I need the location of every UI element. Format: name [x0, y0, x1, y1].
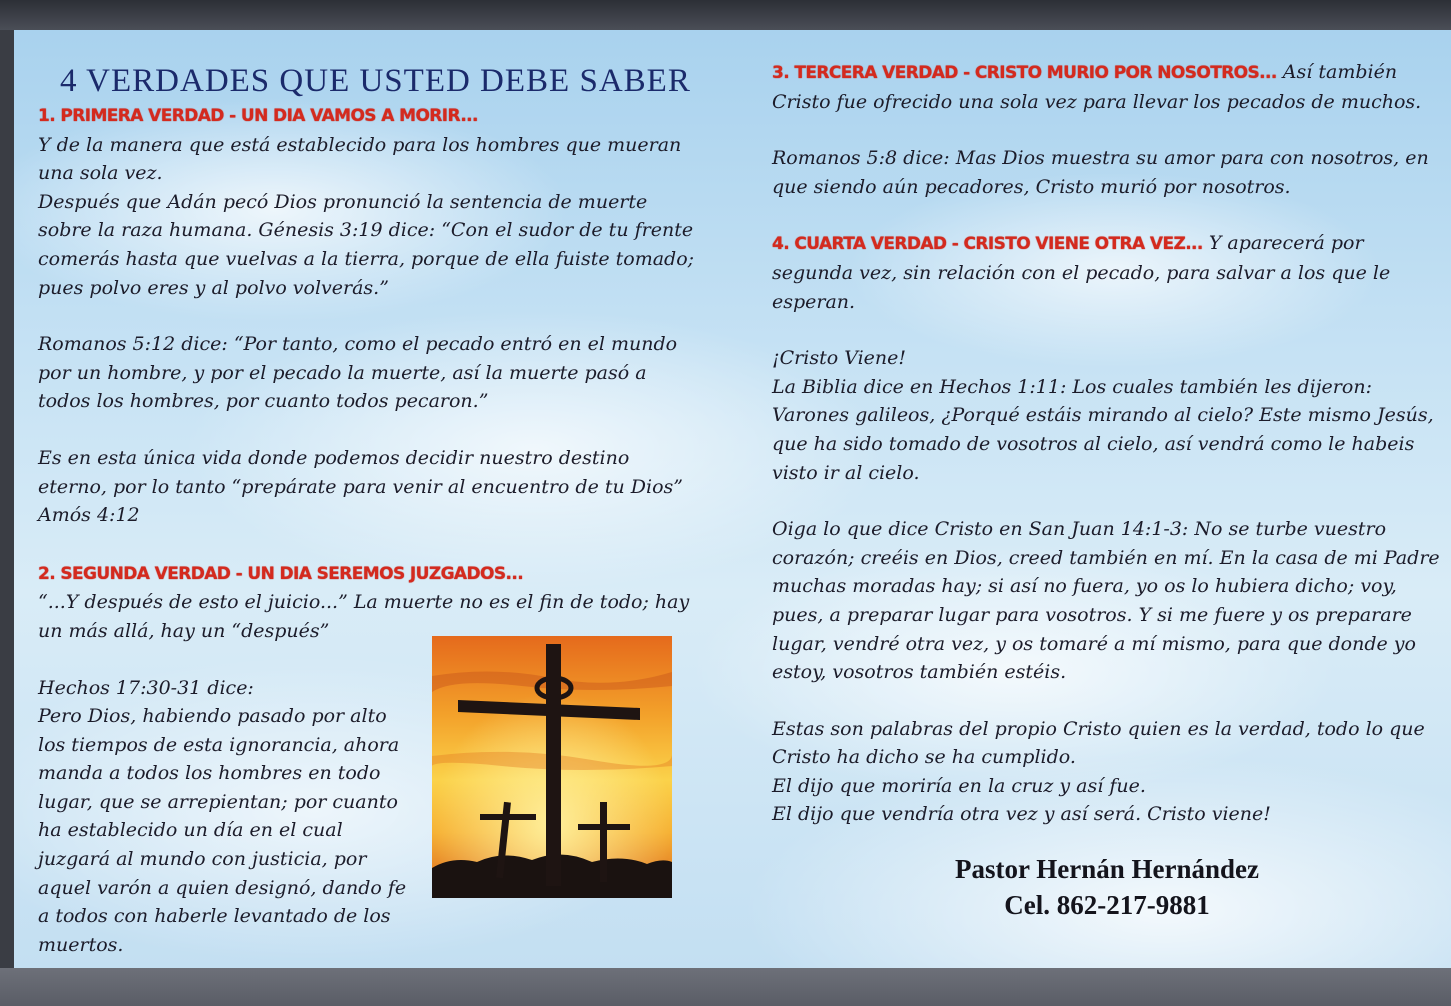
page-title: 4 VERDADES QUE USTED DEBE SABER [60, 63, 691, 99]
three-crosses-sunset-image [432, 636, 672, 898]
paragraph-third-truth: 3. TERCERA VERDAD - CRISTO MURIO POR NOSOTROS... Así también Cristo fue ofrecido una sola vez para llevar los pecados de muchos. [772, 61, 1422, 113]
tract-flyer [14, 30, 1451, 968]
pastor-name: Pastor Hernán Hernández [955, 854, 1259, 885]
paragraph-will-return: El dijo que vendría otra vez y así será. Cristo viene! [772, 803, 1271, 826]
paragraph-died-cross: El dijo que moriría en la cruz y así fue. [772, 774, 1146, 797]
heading-second-truth: 2. SEGUNDA VERDAD - UN DIA SEREMOS JUZGADOS... [38, 563, 524, 584]
paragraph-fourth-truth: 4. CUARTA VERDAD - CRISTO VIENE OTRA VEZ... Y aparecerá por segunda vez, sin relación con el pecado, para salvar a los que le esperan. [772, 232, 1391, 313]
paragraph-truth-fulfilled: Estas son palabras del propio Cristo quien es la verdad, todo lo que Cristo ha dicho se ha cumplido. [772, 717, 1425, 769]
paragraph-judgment: “...Y después de esto el juicio...” La muerte no es el fin de todo; hay un más allá, hay un “después” [38, 591, 690, 642]
paragraph-acts-text: Pero Dios, habiendo pasado por alto los tiempos de esta ignorancia, ahora manda a todos los hombres en todo lugar, que se arrepientan; por cuanto ha establecido un día en el cual juzgará al mundo con justicia, por aquel varón a quien designó, dando fe a todos con haberle levantado de los muertos. [38, 705, 407, 956]
paragraph-amos: Es en esta única vida donde podemos decidir nuestro destino eterno, por lo tanto “prepárate para venir al encuentro de tu Dios” Amós 4:12 [38, 446, 683, 527]
heading-first-truth: 1. PRIMERA VERDAD - UN DIA VAMOS A MORIR... [38, 106, 478, 126]
right-column [772, 58, 1442, 923]
paragraph-once-die: Y de la manera que está establecido para los hombres que mueran una sola vez. [38, 133, 682, 185]
paragraph-acts-ref: Hechos 17:30-31 dice: [38, 676, 254, 699]
paragraph-john-14: Oiga lo que dice Cristo en San Juan 14:1-3: No se turbe vuestro corazón; creéis en Dios, creed también en mí. En la casa de mi Padre muchas moradas hay; si así no fuera, yo os lo hubiera dicho; voy, pues, a preparar lugar para vosotros. Y si me fuere y os preparare lugar, vendré otra vez, y os tomaré a mí mismo, para que donde yo estoy, vosotros también estéis. [772, 518, 1440, 684]
paragraph-acts-1-11: La Biblia dice en Hechos 1:11: Los cuales también les dijeron: Varones galileos, ¿Porqué estáis mirando al cielo? Este mismo Jesús, que ha sido tomado de vosotros al cielo, así vendrá como le habeis visto ir al cielo. [772, 375, 1434, 484]
screen-top-bezel [0, 0, 1451, 30]
paragraph-genesis: Después que Adán pecó Dios pronunció la sentencia de muerte sobre la raza humana. Génesis 3:19 dice: “Con el sudor de tu frente comerás hasta que vuelvas a la tierra, porque de ella fuiste tomado; pues polvo eres y al polvo volverás.” [38, 190, 695, 299]
screen-bottom-bezel [0, 968, 1451, 1006]
paragraph-romans-5-12: Romanos 5:12 dice: “Por tanto, como el pecado entró en el mundo por un hombre, y por el pecado la muerte, así la muerte pasó a todos los hombres, por cuanto todos pecaron.” [38, 333, 678, 413]
heading-fourth-truth: 4. CUARTA VERDAD - CRISTO VIENE OTRA VEZ... [772, 234, 1203, 255]
pastor-phone: Cel. 862-217-9881 [1004, 890, 1210, 921]
paragraph-cristo-viene: ¡Cristo Viene! [772, 347, 907, 370]
paragraph-romans-5-8: Romanos 5:8 dice: Mas Dios muestra su amor para con nosotros, en que siendo aún pecadores, Cristo murió por nosotros. [772, 147, 1429, 198]
heading-third-truth: 3. TERCERA VERDAD - CRISTO MURIO POR NOSOTROS... [772, 63, 1277, 83]
